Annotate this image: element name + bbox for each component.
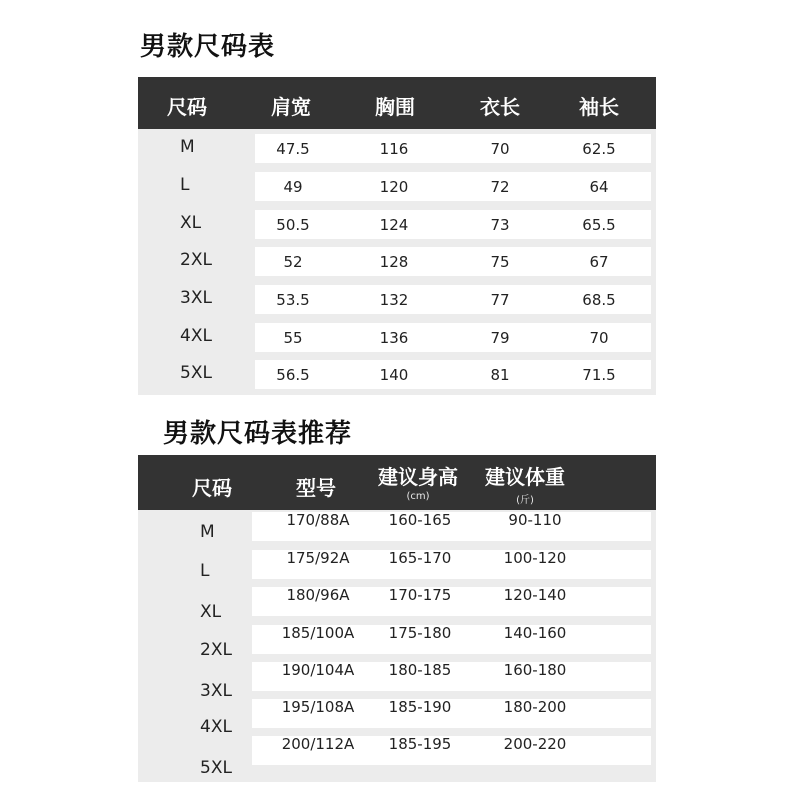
header-unit: (cm) [406,491,430,502]
table-row [138,285,656,317]
size-label: L [180,175,190,195]
table-row [138,550,656,582]
table-cell: 77 [490,291,510,309]
table-cell: 52 [283,253,303,271]
table-cell: 185-195 [388,735,452,753]
header-label: 肩宽 [271,95,311,119]
table-cell: 185-190 [388,698,452,716]
size-recommendation-header [138,455,656,510]
table-cell: 64 [589,178,609,196]
table-cell: 132 [379,291,409,309]
table-row [138,323,656,355]
size-label: 4XL [200,717,232,737]
table-cell: 124 [379,216,409,234]
size-label: 3XL [180,288,212,308]
table-row [138,172,656,204]
table-cell: 185/100A [281,624,355,642]
table-cell: 195/108A [281,698,355,716]
table-cell: 100-120 [503,549,567,567]
header-label: 建议身高 [378,465,458,489]
table-cell: 75 [490,253,510,271]
header-label: 衣长 [480,95,520,119]
table-row [138,586,656,622]
table-row [138,210,656,242]
table-row [138,134,656,166]
table-cell: 136 [379,329,409,347]
size-label: 5XL [200,758,232,778]
table-cell: 190/104A [281,661,355,679]
table-cell: 165-170 [388,549,452,567]
size-label: M [180,137,195,157]
size-recommendation-table [138,455,656,782]
table-cell: 56.5 [276,366,310,384]
size-label: L [200,561,210,581]
table-cell: 120 [379,178,409,196]
table-cell: 79 [490,329,510,347]
table-cell: 67 [589,253,609,271]
header-label: 建议体重 [485,465,565,489]
table-cell: 49 [283,178,303,196]
table-cell: 170-175 [388,586,452,604]
table-row [138,735,656,778]
table-cell: 62.5 [582,140,616,158]
header-cell [455,91,545,120]
table-cell: 160-180 [503,661,567,679]
header-cell [470,461,580,506]
header-unit: (斤) [516,495,534,506]
table-cell: 200/112A [281,735,355,753]
table-cell: 170/88A [286,511,350,529]
table-row [138,661,656,701]
table-cell: 120-140 [503,586,567,604]
header-cell [246,91,336,120]
table-cell: 73 [490,216,510,234]
table-cell: 140 [379,366,409,384]
size-label: 3XL [200,681,232,701]
table-row [138,698,656,737]
table-cell: 55 [283,329,303,347]
table-cell: 180-200 [503,698,567,716]
table-cell: 180/96A [286,586,350,604]
header-label: 尺码 [167,95,207,119]
table-cell: 175/92A [286,549,350,567]
size-label: 2XL [180,250,212,270]
table-row [138,360,656,392]
size-label: XL [180,213,202,233]
table-cell: 175-180 [388,624,452,642]
size-chart-title: 男款尺码表 [140,32,276,62]
header-cell [261,472,371,501]
table-cell: 140-160 [503,624,567,642]
table-row [138,624,656,660]
table-cell: 128 [379,253,409,271]
table-cell: 68.5 [582,291,616,309]
table-cell: 81 [490,366,510,384]
header-label: 尺码 [192,476,232,500]
table-cell: 70 [490,140,510,158]
table-cell: 70 [589,329,609,347]
size-chart-table [138,77,656,395]
header-cell [363,461,473,502]
table-row [138,512,656,544]
size-label: M [200,522,215,542]
table-cell: 50.5 [276,216,310,234]
table-cell: 90-110 [508,511,562,529]
table-row [138,247,656,279]
table-cell: 160-165 [388,511,452,529]
header-cell [554,91,644,120]
table-cell: 71.5 [582,366,616,384]
table-cell: 116 [379,140,409,158]
size-label: 2XL [200,640,232,660]
size-recommendation-title: 男款尺码表推荐 [163,419,353,449]
table-cell: 65.5 [582,216,616,234]
header-cell [157,472,267,501]
size-label: 5XL [180,363,212,383]
table-cell: 53.5 [276,291,310,309]
size-label: 4XL [180,326,212,346]
table-cell: 47.5 [276,140,310,158]
header-cell [350,91,440,120]
size-label: XL [200,602,222,622]
header-label: 袖长 [579,95,619,119]
header-label: 型号 [296,476,336,500]
size-chart-header [138,77,656,129]
table-cell: 72 [490,178,510,196]
header-cell [142,91,232,120]
table-cell: 200-220 [503,735,567,753]
header-label: 胸围 [375,95,415,119]
table-cell: 180-185 [388,661,452,679]
